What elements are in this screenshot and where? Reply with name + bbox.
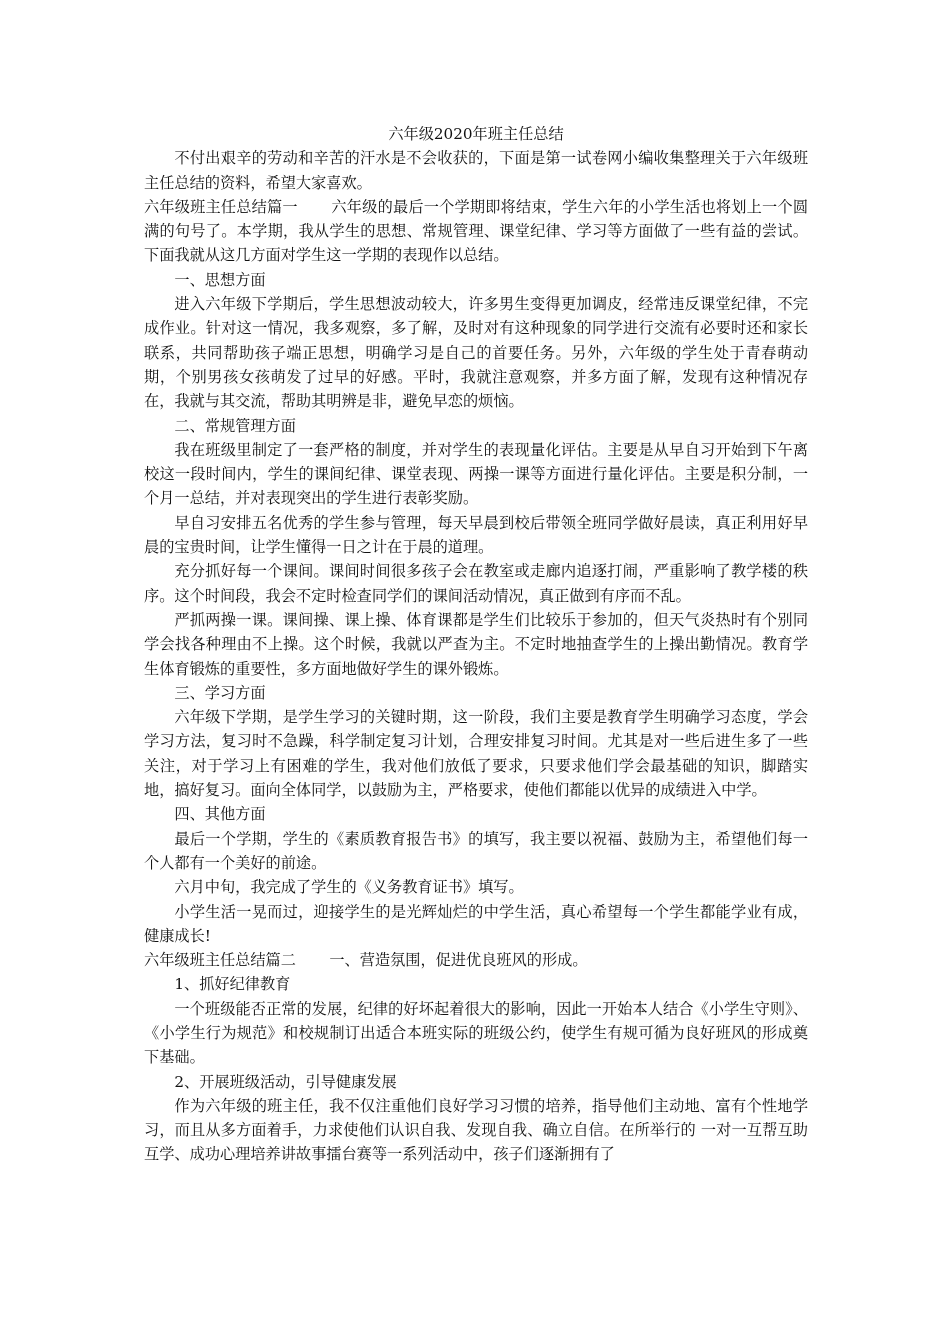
part1-text: 六年级的最后一个学期即将结束，学生六年的小学生活也将划上一个圆满的句号了。本学期，我从学生的思想、常规管理、课堂纪律、学习等方面做了一些有益的尝试。下面我就从这几方面对学生这一学期的表现作以总结。 — [144, 197, 809, 265]
paragraph: 进入六年级下学期后，学生思想波动较大，许多男生变得更加调皮，经常违反课堂纪律，不完成作业。针对这一情况，我多观察，多了解，及时对有这种现象的同学进行交流有必要时还和家长联系，共同帮助孩子端正思想，明确学习是自己的首要任务。另外，六年级的学生处于青春萌动期，个别男孩女孩萌发了过早的好感。平时，我就注意观察，并多方面了解，发现有这种情况存在，我就与其交流，帮助其明辨是非，避免早恋的烦恼。 — [144, 295, 808, 411]
part1-label: 六年级班主任总结篇一 — [144, 197, 298, 216]
paragraph: 作为六年级的班主任，我不仅注重他们良好学习习惯的培养，指导他们主动地、富有个性地学习，而且从多方面着手，力求使他们认识自我、发现自我、确立自信。在所举行的 一对一互帮互助互学、成功心理培养讲故事擂台赛等一系列活动中，孩子们逐渐拥有了 — [144, 1096, 808, 1164]
paragraph: 充分抓好每一个课间。课间时间很多孩子会在教室或走廊内追逐打闹，严重影响了教学楼的秩序。这个时间段，我会不定时检查同学们的课间活动情况，真正做到有序而不乱。 — [144, 562, 808, 605]
paragraph: 小学生活一晃而过，迎接学生的是光辉灿烂的中学生活，真心希望每一个学生都能学业有成，健康成长! — [144, 902, 808, 945]
section-heading-study: 三、学习方面 — [174, 683, 266, 702]
part2-text: 一、营造氛围，促进优良班风的形成。 — [329, 951, 588, 970]
part1-paragraph — [144, 195, 808, 268]
part2-paragraph — [144, 948, 808, 972]
intro-paragraph: 不付出艰辛的劳动和辛苦的汗水是不会收获的，下面是第一试卷网小编收集整理关于六年级班主任总结的资料，希望大家喜欢。 — [144, 149, 808, 192]
document-title: 六年级2020年班主任总结 — [388, 125, 564, 143]
section-heading-thought: 一、思想方面 — [174, 270, 266, 289]
paragraph: 六年级下学期，是学生学习的关键时期，这一阶段，我们主要是教育学生明确学习态度，学会学习方法，复习时不急躁，科学制定复习计划，合理安排复习时间。尤其是对一些后进生多了一些关注，对于学习上有困难的学生，我对他们放低了要求，只要求他们学会最基础的知识，脚踏实地，搞好复习。面向全体同学，以鼓励为主，严格要求，使他们都能以优异的成绩进入中学。 — [144, 708, 808, 800]
paragraph: 一个班级能否正常的发展，纪律的好坏起着很大的影响，因此一开始本人结合《小学生守则》、《小学生行为规范》和校规制订出适合本班实际的班级公约，使学生有规可循为良好班风的形成奠下基础。 — [144, 999, 808, 1067]
section-heading-other: 四、其他方面 — [174, 805, 266, 824]
part2-label: 六年级班主任总结篇二 — [144, 951, 296, 970]
paragraph: 最后一个学期，学生的《素质教育报告书》的填写，我主要以祝福、鼓励为主，希望他们每一个人都有一个美好的前途。 — [144, 829, 808, 872]
paragraph: 六月中旬，我完成了学生的《义务教育证书》填写。 — [174, 878, 524, 897]
section-heading-routine: 二、常规管理方面 — [174, 416, 296, 435]
document-page — [144, 122, 808, 1167]
paragraph: 早自习安排五名优秀的学生参与管理，每天早晨到校后带领全班同学做好晨读，真正利用好早晨的宝贵时间，让学生懂得一日之计在于晨的道理。 — [144, 513, 808, 557]
paragraph: 严抓两操一课。课间操、课上操、体育课都是学生们比较乐于参加的，但天气炎热时有个别同学会找各种理由不上操。这个时候，我就以严查为主。不定时地抽查学生的上操出勤情况。教育学生体育锻炼的重要性，多方面地做好学生的课外锻炼。 — [144, 610, 808, 678]
paragraph: 我在班级里制定了一套严格的制度，并对学生的表现量化评估。主要是从早自习开始到下午离校这一段时间内，学生的课间纪律、课堂表现、两操一课等方面进行量化评估。主要是积分制，一个月一总结，并对表现突出的学生进行表彰奖励。 — [144, 440, 808, 508]
section-heading-activities: 2、开展班级活动，引导健康发展 — [174, 1072, 397, 1091]
section-heading-discipline: 1、抓好纪律教育 — [174, 975, 291, 994]
